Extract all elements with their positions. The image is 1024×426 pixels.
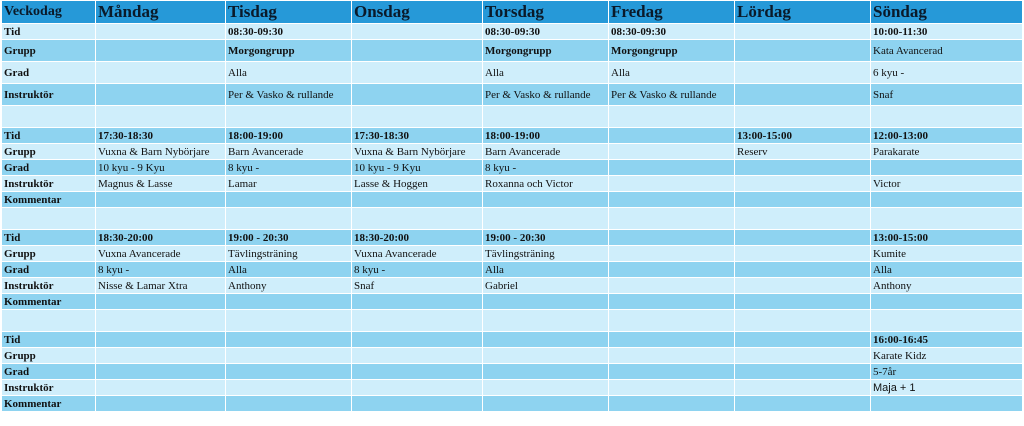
schedule-row bbox=[2, 332, 1023, 348]
schedule-cell bbox=[871, 396, 1023, 412]
schedule-cell bbox=[735, 396, 871, 412]
schedule-cell bbox=[735, 310, 871, 332]
schedule-cell: Gabriel bbox=[483, 278, 609, 294]
row-label: Grupp bbox=[2, 246, 96, 262]
schedule-cell bbox=[871, 192, 1023, 208]
schedule-cell bbox=[96, 364, 226, 380]
row-label: Grupp bbox=[2, 40, 96, 62]
schedule-row bbox=[2, 144, 1023, 160]
schedule-body bbox=[2, 24, 1023, 412]
schedule-cell bbox=[735, 176, 871, 192]
schedule-cell: Alla bbox=[609, 62, 735, 84]
schedule-cell bbox=[226, 192, 352, 208]
schedule-cell bbox=[609, 230, 735, 246]
schedule-cell: 8 kyu - bbox=[352, 262, 483, 278]
row-label: Grupp bbox=[2, 144, 96, 160]
schedule-cell bbox=[352, 62, 483, 84]
spacer-row bbox=[2, 310, 1023, 332]
schedule-cell bbox=[735, 348, 871, 364]
schedule-cell: 10:00-11:30 bbox=[871, 24, 1023, 40]
schedule-cell bbox=[226, 332, 352, 348]
schedule-cell bbox=[609, 380, 735, 396]
schedule-cell: Anthony bbox=[226, 278, 352, 294]
schedule-cell bbox=[735, 364, 871, 380]
schedule-cell: 19:00 - 20:30 bbox=[483, 230, 609, 246]
schedule-cell bbox=[609, 278, 735, 294]
schedule-cell: Victor bbox=[871, 176, 1023, 192]
schedule-cell: 12:00-13:00 bbox=[871, 128, 1023, 144]
schedule-row bbox=[2, 230, 1023, 246]
schedule-cell: Morgongrupp bbox=[483, 40, 609, 62]
schedule-cell bbox=[226, 396, 352, 412]
schedule-cell: 18:30-20:00 bbox=[352, 230, 483, 246]
schedule-cell: Per & Vasko & rullande bbox=[226, 84, 352, 106]
schedule-row bbox=[2, 160, 1023, 176]
schedule-row bbox=[2, 40, 1023, 62]
schedule-cell bbox=[609, 160, 735, 176]
schedule-cell bbox=[735, 208, 871, 230]
schedule-cell bbox=[609, 310, 735, 332]
schedule-cell: 17:30-18:30 bbox=[96, 128, 226, 144]
schedule-cell bbox=[96, 348, 226, 364]
schedule-cell bbox=[609, 106, 735, 128]
schedule-cell: 8 kyu - bbox=[96, 262, 226, 278]
schedule-cell: 08:30-09:30 bbox=[609, 24, 735, 40]
header-day-sunday: Söndag bbox=[871, 1, 1023, 24]
schedule-row bbox=[2, 176, 1023, 192]
schedule-cell: Tävlingsträning bbox=[483, 246, 609, 262]
schedule-cell bbox=[352, 294, 483, 310]
schedule-cell bbox=[96, 84, 226, 106]
schedule-cell bbox=[352, 84, 483, 106]
schedule-cell: Morgongrupp bbox=[609, 40, 735, 62]
schedule-cell bbox=[483, 192, 609, 208]
spacer-row bbox=[2, 208, 1023, 230]
schedule-cell: Tävlingsträning bbox=[226, 246, 352, 262]
schedule-cell bbox=[96, 380, 226, 396]
schedule-cell bbox=[96, 192, 226, 208]
schedule-cell: Alla bbox=[226, 262, 352, 278]
schedule-cell bbox=[735, 62, 871, 84]
schedule-row bbox=[2, 294, 1023, 310]
schedule-cell bbox=[352, 24, 483, 40]
schedule-cell bbox=[735, 332, 871, 348]
schedule-row bbox=[2, 128, 1023, 144]
schedule-cell bbox=[352, 40, 483, 62]
schedule-cell bbox=[96, 106, 226, 128]
schedule-cell bbox=[609, 396, 735, 412]
schedule-cell: Barn Avancerade bbox=[226, 144, 352, 160]
row-label: Grad bbox=[2, 62, 96, 84]
schedule-row bbox=[2, 348, 1023, 364]
schedule-cell: 18:00-19:00 bbox=[483, 128, 609, 144]
schedule-cell: 13:00-15:00 bbox=[871, 230, 1023, 246]
schedule-cell: 18:00-19:00 bbox=[226, 128, 352, 144]
schedule-cell bbox=[96, 396, 226, 412]
schedule-cell: Alla bbox=[226, 62, 352, 84]
schedule-cell bbox=[483, 106, 609, 128]
schedule-cell bbox=[483, 294, 609, 310]
schedule-cell bbox=[871, 160, 1023, 176]
schedule-row bbox=[2, 396, 1023, 412]
schedule-cell bbox=[483, 396, 609, 412]
schedule-cell bbox=[352, 208, 483, 230]
header-day-thursday: Torsdag bbox=[483, 1, 609, 24]
row-label: Tid bbox=[2, 230, 96, 246]
schedule-cell bbox=[352, 364, 483, 380]
schedule-cell bbox=[735, 84, 871, 106]
row-label: Instruktör bbox=[2, 176, 96, 192]
schedule-row bbox=[2, 84, 1023, 106]
row-label bbox=[2, 106, 96, 128]
header-weekday: Veckodag bbox=[2, 1, 96, 24]
schedule-cell bbox=[735, 278, 871, 294]
schedule-cell bbox=[96, 310, 226, 332]
schedule-row bbox=[2, 380, 1023, 396]
schedule-cell: Alla bbox=[483, 262, 609, 278]
schedule-cell bbox=[735, 262, 871, 278]
schedule-cell bbox=[609, 348, 735, 364]
schedule-cell bbox=[352, 106, 483, 128]
schedule-cell: 10 kyu - 9 Kyu bbox=[352, 160, 483, 176]
schedule-cell: Reserv bbox=[735, 144, 871, 160]
schedule-cell: Morgongrupp bbox=[226, 40, 352, 62]
schedule-cell bbox=[96, 208, 226, 230]
header-day-saturday: Lördag bbox=[735, 1, 871, 24]
spacer-row bbox=[2, 106, 1023, 128]
schedule-cell: 8 kyu - bbox=[226, 160, 352, 176]
schedule-cell: Kata Avancerad bbox=[871, 40, 1023, 62]
schedule-cell bbox=[352, 396, 483, 412]
row-label: Instruktör bbox=[2, 278, 96, 294]
schedule-cell: Alla bbox=[871, 262, 1023, 278]
schedule-row bbox=[2, 62, 1023, 84]
schedule-cell: Vuxna Avancerade bbox=[96, 246, 226, 262]
schedule-cell: Roxanna och Victor bbox=[483, 176, 609, 192]
schedule-cell: 5-7år bbox=[871, 364, 1023, 380]
schedule-cell bbox=[483, 208, 609, 230]
schedule-cell: Per & Vasko & rullande bbox=[609, 84, 735, 106]
schedule-cell: 17:30-18:30 bbox=[352, 128, 483, 144]
schedule-cell: Nisse & Lamar Xtra bbox=[96, 278, 226, 294]
header-row bbox=[2, 1, 1023, 24]
row-label: Tid bbox=[2, 24, 96, 40]
schedule-cell bbox=[483, 332, 609, 348]
schedule-cell bbox=[735, 40, 871, 62]
schedule-cell bbox=[871, 294, 1023, 310]
schedule-cell: 08:30-09:30 bbox=[226, 24, 352, 40]
row-label bbox=[2, 310, 96, 332]
schedule-cell bbox=[609, 208, 735, 230]
schedule-row bbox=[2, 24, 1023, 40]
schedule-cell bbox=[483, 364, 609, 380]
schedule-table bbox=[1, 0, 1023, 412]
schedule-cell: 6 kyu - bbox=[871, 62, 1023, 84]
schedule-cell: Barn Avancerade bbox=[483, 144, 609, 160]
schedule-cell: Alla bbox=[483, 62, 609, 84]
schedule-cell: Anthony bbox=[871, 278, 1023, 294]
schedule-cell: Vuxna & Barn Nybörjare bbox=[96, 144, 226, 160]
header-day-tuesday: Tisdag bbox=[226, 1, 352, 24]
row-label: Grad bbox=[2, 262, 96, 278]
schedule-cell bbox=[96, 62, 226, 84]
schedule-cell: Kumite bbox=[871, 246, 1023, 262]
header-day-monday: Måndag bbox=[96, 1, 226, 24]
row-label: Tid bbox=[2, 332, 96, 348]
schedule-cell bbox=[226, 348, 352, 364]
schedule-cell bbox=[735, 160, 871, 176]
schedule-cell bbox=[352, 192, 483, 208]
schedule-cell: Parakarate bbox=[871, 144, 1023, 160]
schedule-cell: 10 kyu - 9 Kyu bbox=[96, 160, 226, 176]
schedule-cell: Per & Vasko & rullande bbox=[483, 84, 609, 106]
schedule-row bbox=[2, 364, 1023, 380]
schedule-cell bbox=[352, 310, 483, 332]
schedule-cell: Karate Kidz bbox=[871, 348, 1023, 364]
row-label: Kommentar bbox=[2, 294, 96, 310]
row-label: Kommentar bbox=[2, 192, 96, 208]
schedule-cell bbox=[735, 24, 871, 40]
schedule-cell bbox=[96, 40, 226, 62]
schedule-cell: Magnus & Lasse bbox=[96, 176, 226, 192]
row-label: Instruktör bbox=[2, 380, 96, 396]
schedule-cell bbox=[735, 106, 871, 128]
schedule-row bbox=[2, 192, 1023, 208]
schedule-cell bbox=[609, 262, 735, 278]
schedule-cell: Maja + 1 bbox=[871, 380, 1023, 396]
schedule-row bbox=[2, 278, 1023, 294]
schedule-cell bbox=[226, 106, 352, 128]
schedule-cell bbox=[226, 380, 352, 396]
schedule-cell: 18:30-20:00 bbox=[96, 230, 226, 246]
schedule-cell bbox=[609, 128, 735, 144]
schedule-cell bbox=[226, 294, 352, 310]
schedule-cell bbox=[735, 230, 871, 246]
header-day-wednesday: Onsdag bbox=[352, 1, 483, 24]
schedule-row bbox=[2, 246, 1023, 262]
schedule-cell bbox=[352, 348, 483, 364]
row-label: Tid bbox=[2, 128, 96, 144]
schedule-cell: Snaf bbox=[352, 278, 483, 294]
schedule-cell bbox=[735, 192, 871, 208]
schedule-cell bbox=[483, 310, 609, 332]
schedule-cell bbox=[226, 364, 352, 380]
schedule-cell bbox=[352, 332, 483, 348]
schedule-cell: 08:30-09:30 bbox=[483, 24, 609, 40]
schedule-cell bbox=[96, 24, 226, 40]
schedule-cell: Lasse & Hoggen bbox=[352, 176, 483, 192]
schedule-cell: 8 kyu - bbox=[483, 160, 609, 176]
schedule-cell bbox=[609, 144, 735, 160]
schedule-cell bbox=[483, 348, 609, 364]
row-label: Instruktör bbox=[2, 84, 96, 106]
row-label: Kommentar bbox=[2, 396, 96, 412]
schedule-cell bbox=[483, 380, 609, 396]
schedule-cell: Lamar bbox=[226, 176, 352, 192]
schedule-cell bbox=[96, 294, 226, 310]
schedule-cell bbox=[609, 364, 735, 380]
schedule-cell bbox=[609, 246, 735, 262]
row-label: Grad bbox=[2, 364, 96, 380]
schedule-cell bbox=[352, 380, 483, 396]
schedule-cell bbox=[735, 294, 871, 310]
row-label: Grad bbox=[2, 160, 96, 176]
schedule-cell bbox=[609, 294, 735, 310]
schedule-cell: 19:00 - 20:30 bbox=[226, 230, 352, 246]
schedule-cell: Snaf bbox=[871, 84, 1023, 106]
schedule-cell bbox=[871, 208, 1023, 230]
schedule-cell: 13:00-15:00 bbox=[735, 128, 871, 144]
schedule-cell bbox=[609, 332, 735, 348]
schedule-cell bbox=[871, 106, 1023, 128]
schedule-cell: Vuxna & Barn Nybörjare bbox=[352, 144, 483, 160]
header-day-friday: Fredag bbox=[609, 1, 735, 24]
schedule-cell bbox=[96, 332, 226, 348]
schedule-cell bbox=[735, 380, 871, 396]
schedule-cell bbox=[226, 208, 352, 230]
schedule-cell: Vuxna Avancerade bbox=[352, 246, 483, 262]
schedule-cell bbox=[226, 310, 352, 332]
schedule-cell bbox=[871, 310, 1023, 332]
schedule-row bbox=[2, 262, 1023, 278]
schedule-cell bbox=[735, 246, 871, 262]
row-label: Grupp bbox=[2, 348, 96, 364]
schedule-cell: 16:00-16:45 bbox=[871, 332, 1023, 348]
schedule-cell bbox=[609, 192, 735, 208]
schedule-cell bbox=[609, 176, 735, 192]
row-label bbox=[2, 208, 96, 230]
